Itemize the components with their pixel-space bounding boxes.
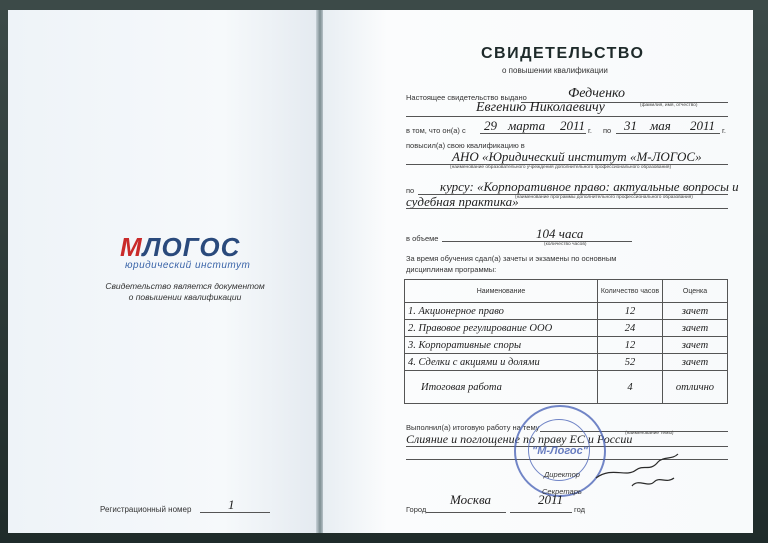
year-suffix-1: г. <box>588 126 592 135</box>
final-work-name: Итоговая работа <box>405 371 598 404</box>
grades-table <box>404 279 728 404</box>
to-label: по <box>603 126 612 135</box>
table-header-row <box>405 280 728 303</box>
thesis-title: Слияние и поглощение по праву ЕС и России <box>406 432 633 446</box>
final-work-hours: 4 <box>598 371 663 404</box>
given-names-line <box>406 116 728 117</box>
logo-subtitle: юридический институт <box>125 260 251 271</box>
volume-caption: (количество часов) <box>544 242 587 247</box>
registration-number: 1 <box>228 497 235 512</box>
institute-logo <box>120 232 240 263</box>
end-date-line <box>616 133 720 134</box>
exams-line-2: дисциплинам программы: <box>406 265 497 274</box>
director-label: Директор <box>544 470 580 479</box>
secretary-label: Секретарь <box>542 487 582 496</box>
note-line-1: Свидетельство является документом <box>105 281 265 291</box>
thesis-label: Выполнил(а) итоговую работу на тему <box>406 423 540 432</box>
end-year: 2011 <box>690 118 716 133</box>
director-signature <box>592 448 682 498</box>
left-page-note <box>90 281 280 303</box>
final-work-row <box>405 371 728 404</box>
fio-caption: (фамилия, имя, отчество) <box>640 103 698 108</box>
program-prefix: по <box>406 186 415 195</box>
subject-hours: 12 <box>598 337 663 354</box>
final-work-grade: отлично <box>663 371 728 404</box>
certificate-subtitle: о повышении квалификации <box>502 66 608 75</box>
registration-label: Регистрационный номер <box>100 505 192 514</box>
given-names: Евгению Николаевичу <box>476 100 605 115</box>
end-month: мая <box>650 118 671 133</box>
subject-grade: зачет <box>663 320 728 337</box>
year-suffix-2: г. <box>722 126 726 135</box>
period-label: в том, что он(а) с <box>406 126 466 135</box>
city-value: Москва <box>450 492 492 507</box>
start-year: 2011 <box>560 118 586 133</box>
subject-grade: зачет <box>663 337 728 354</box>
logo-text: ЛОГОС <box>142 232 241 262</box>
header-hours: Количество часов <box>598 280 663 303</box>
thesis-caption: (наименование темы) <box>625 431 674 436</box>
issued-label: Настоящее свидетельство выдано <box>406 93 527 102</box>
subject-name: 1. Акционерное право <box>405 303 598 320</box>
subject-hours: 12 <box>598 303 663 320</box>
subject-name: 3. Корпоративные споры <box>405 337 598 354</box>
table-row <box>405 320 728 337</box>
subject-hours: 52 <box>598 354 663 371</box>
table-row <box>405 337 728 354</box>
year-label: год <box>574 505 585 514</box>
header-grade: Оценка <box>663 280 728 303</box>
subject-name: 2. Правовое регулирование ООО <box>405 320 598 337</box>
surname: Федченко <box>568 86 626 101</box>
subject-name: 4. Сделки с акциями и долями <box>405 354 598 371</box>
logo-prefix: М <box>120 232 143 262</box>
subject-grade: зачет <box>663 354 728 371</box>
table-row <box>405 303 728 320</box>
program-line-2: судебная практика» <box>406 194 519 209</box>
table-row <box>405 354 728 371</box>
start-day: 29 <box>484 118 497 133</box>
note-line-2: о повышении квалификации <box>128 292 242 302</box>
city-line <box>426 512 506 513</box>
program-caption: (наименование программы дополнительного профессионального образования) <box>515 195 693 200</box>
exams-line-1: За время обучения сдал(а) зачеты и экзамены по основным <box>406 254 617 263</box>
start-month: марта <box>508 118 546 133</box>
year-value: 2011 <box>538 492 564 507</box>
left-page <box>8 10 317 533</box>
volume-value: 104 часа <box>536 226 584 241</box>
start-date-line <box>480 133 586 134</box>
stamp-text: "М-Логос" <box>532 445 588 457</box>
registration-line <box>200 512 270 513</box>
program-line-2-rule <box>406 208 728 209</box>
end-day: 31 <box>624 118 637 133</box>
header-name: Наименование <box>405 280 598 303</box>
improved-label: повысил(а) свою квалификацию в <box>406 141 525 150</box>
subject-grade: зачет <box>663 303 728 320</box>
certificate-title: СВИДЕТЕЛЬСТВО <box>481 45 645 62</box>
year-line <box>510 512 572 513</box>
institution-name: АНО «Юридический институт «М-ЛОГОС» <box>452 149 702 164</box>
volume-label: в объеме <box>406 234 439 243</box>
program-line-1: курсу: «Корпоративное право: актуальные вопросы и <box>440 179 739 194</box>
institution-caption: (наименование образовательного учреждения дополнительного профессионального образования) <box>450 165 672 170</box>
city-label: Город <box>406 505 427 514</box>
subject-hours: 24 <box>598 320 663 337</box>
